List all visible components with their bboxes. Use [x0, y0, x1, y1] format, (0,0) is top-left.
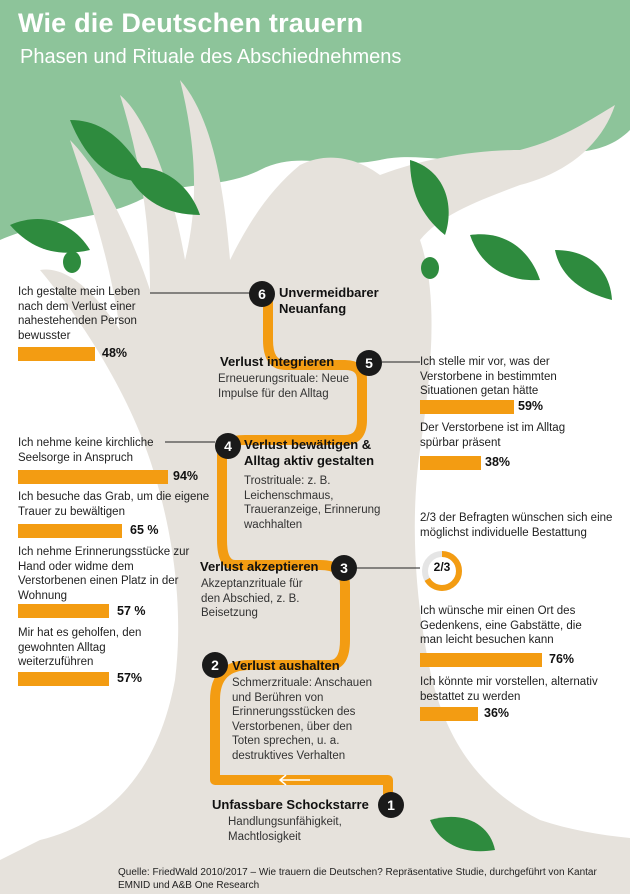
donut-caption: 2/3 der Befragten wünschen sich eine möglichst individuelle Bestattung — [420, 512, 613, 539]
stat-5-value: 57% — [117, 671, 143, 685]
stage-5-description: Erneuerungsrituale: Neue Impulse für den Alltag — [218, 373, 350, 400]
stage-4-number: 4 — [215, 433, 241, 459]
stage-5-title: Verlust integrieren — [220, 354, 335, 369]
stat-7-label: Der Verstorbene ist im Alltag spürbar präsent — [420, 422, 566, 449]
page-title: Wie die Deutschen trauern — [18, 8, 364, 38]
stage-1-description: Handlungsunfähigkeit, Machtlosigkeit — [228, 816, 342, 843]
stage-1-number: 1 — [378, 792, 404, 818]
stat-4-bar — [18, 604, 109, 618]
stage-4-title: Verlust bewältigen & Alltag aktiv gestalten — [244, 437, 375, 468]
stat-1-value: 48% — [102, 346, 128, 360]
page-subtitle: Phasen und Rituale des Abschiednehmens — [20, 46, 402, 68]
stat-2-label: Ich nehme keine kirchliche Seelsorge in Anspruch — [18, 437, 154, 464]
stat-6-label: Ich stelle mir vor, was der Verstorbene in bestimmten Situationen getan hätte — [420, 356, 557, 397]
stage-3-title: Verlust akzeptieren — [200, 559, 319, 574]
stat-7-value: 38% — [485, 455, 511, 469]
source-note: Quelle: FriedWald 2010/2017 – Wie trauern die Deutschen? Repräsentative Studie, durchgeführt von Kantar EMNID und A&B One Research — [118, 867, 597, 891]
stat-8-bar — [420, 653, 542, 667]
stat-4-value: 57 % — [117, 604, 146, 618]
stat-4-label: Ich nehme Erinnerungsstücke zur Hand oder widme dem Verstorbenen einen Platz in der Wohnung — [18, 546, 190, 602]
stat-1-label: Ich gestalte mein Leben nach dem Verlust einer nahestehenden Person bewusster — [18, 286, 141, 342]
stage-2-number: 2 — [202, 652, 228, 678]
stage-6-title: Unvermeidbarer Neuanfang — [279, 285, 379, 316]
stat-3-bar — [18, 524, 122, 538]
stat-6-value: 59% — [518, 399, 544, 413]
stage-4-description: Trostrituale: z. B. Leichenschmaus, Traueranzeige, Erinnerung wachhalten — [244, 475, 381, 531]
stat-5-label: Mir hat es geholfen, den gewohnten Alltag weiterzuführen — [18, 627, 142, 668]
donut-value: 2/3 — [433, 560, 451, 574]
stage-3-number: 3 — [331, 555, 357, 581]
stat-8-value: 76% — [549, 652, 575, 666]
stat-1-bar — [18, 347, 95, 361]
stat-3-value: 65 % — [130, 523, 159, 537]
stat-9-value: 36% — [484, 706, 510, 720]
stat-2-bar — [18, 470, 168, 484]
stat-3-label: Ich besuche das Grab, um die eigene Trauer zu bewältigen — [18, 491, 210, 518]
stage-6-number: 6 — [249, 281, 275, 307]
stat-8-label: Ich wünsche mir einen Ort des Gedenkens, eine Gabstätte, die man leicht besuchen kann — [420, 605, 582, 646]
stat-2-value: 94% — [173, 469, 199, 483]
stat-7-bar — [420, 456, 481, 470]
stage-2-title: Verlust aushalten — [232, 658, 340, 673]
stage-3-description: Akzeptanzrituale für den Abschied, z. B. Beisetzung — [201, 578, 303, 619]
stage-5-number: 5 — [356, 350, 382, 376]
stat-5-bar — [18, 672, 109, 686]
stage-2-description: Schmerzrituale: Anschauen und Berühren von Erinnerungsstücken des Verstorbenen, über den Toten sprechen, u. a. destruktives Verhalten — [232, 677, 372, 762]
stage-1-title: Unfassbare Schockstarre — [212, 797, 369, 812]
stat-6-bar — [420, 400, 514, 414]
stat-9-label: Ich könnte mir vorstellen, alternativ bestattet zu werden — [420, 676, 598, 703]
stat-9-bar — [420, 707, 478, 721]
